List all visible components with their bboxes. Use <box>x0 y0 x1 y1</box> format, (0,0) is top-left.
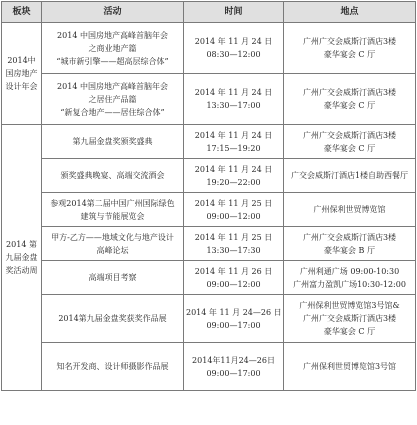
time-cell <box>184 193 284 227</box>
time-cell <box>184 74 284 125</box>
date-text: 2014 年 11 月 24 日 <box>194 37 273 46</box>
header-venue: 地点 <box>284 2 416 23</box>
date-text: 2014 年 11 月 25 日 <box>194 198 273 208</box>
event-schedule-table <box>1 1 416 391</box>
venue-line: 广州保利世贸博览馆 <box>313 205 386 214</box>
venue-line: 广州保利世贸博览馆3号馆 <box>302 362 397 371</box>
time-range-text: 13:30—17:30 <box>206 245 261 255</box>
venue-line: 豪华宴会 C 厅 <box>323 101 376 110</box>
activity-line: 高端项目考察 <box>88 273 137 282</box>
activity-cell <box>42 125 184 159</box>
venue-line: 广州广交会威斯汀酒店3楼 <box>302 314 397 323</box>
time-range-text: 17:15—19:20 <box>206 143 261 153</box>
venue-line: 广交会威斯汀酒店1楼自助西餐厅 <box>290 171 409 180</box>
activity-line: “城市新引擎——超高层综合体” <box>56 56 169 66</box>
table-row <box>2 261 416 295</box>
activity-line: 知名开发商、设计师摄影作品展 <box>56 362 169 371</box>
time-cell <box>184 343 284 391</box>
date-text: 2014 年 11 月 24 日 <box>194 164 273 174</box>
activity-cell <box>42 193 184 227</box>
activity-line: 之商业地产篇 <box>88 43 137 53</box>
section-label: 2014 第九届金盘奖活动周 <box>5 240 38 275</box>
table-row <box>2 295 416 343</box>
time-range-text: 09:00—12:00 <box>206 211 261 221</box>
venue-line: 广州广交会威斯汀酒店3楼 <box>302 37 397 46</box>
time-cell <box>184 125 284 159</box>
venue-line: 广州广交会威斯汀酒店3楼 <box>302 232 397 242</box>
section-cell <box>2 23 42 125</box>
activity-line: 之居住产品篇 <box>88 94 137 104</box>
activity-line: 甲方-乙方——地域文化与地产设计 <box>51 232 174 242</box>
date-text: 2014 年 11 月 26 日 <box>194 266 273 276</box>
time-range-text: 09:00—12:00 <box>206 279 261 289</box>
venue-cell <box>284 261 416 295</box>
date-text: 2014 年 11 月 24 日 <box>194 88 273 97</box>
date-text: 2014 年 11 月 24—26 日 <box>186 307 282 317</box>
activity-cell <box>42 343 184 391</box>
venue-cell <box>284 125 416 159</box>
venue-line: 广州利通广场 09:00-10:30 <box>299 266 400 276</box>
activity-line: 第九届金盘奖颁奖盛典 <box>72 137 153 146</box>
date-text: 2014 年 11 月 24 日 <box>194 130 273 140</box>
venue-line: 广州保利世贸博览馆3号馆& <box>299 301 400 310</box>
venue-cell <box>284 343 416 391</box>
time-range-text: 09:00—17:00 <box>206 368 261 378</box>
venue-line: 豪华宴会 C 厅 <box>323 50 376 59</box>
table-row <box>2 159 416 193</box>
activity-cell <box>42 74 184 125</box>
header-activity: 活动 <box>42 2 184 23</box>
activity-cell <box>42 261 184 295</box>
time-cell <box>184 159 284 193</box>
table-row <box>2 343 416 391</box>
venue-line: 豪华宴会 C 厅 <box>323 143 376 153</box>
header-section: 板块 <box>2 2 42 23</box>
venue-line: 广州富力盈凯广场10:30-12:00 <box>293 279 406 289</box>
activity-line: 参观2014第二届中国广州国际绿色 <box>50 198 175 208</box>
venue-cell <box>284 193 416 227</box>
activity-line: 颁奖盛典晚宴、高端交流酒会 <box>60 171 165 180</box>
venue-line: 豪华宴会 B 厅 <box>324 245 375 255</box>
activity-line: 2014 中国房地产高峰首脑年会 <box>57 30 168 40</box>
activity-cell <box>42 23 184 74</box>
section-cell <box>2 125 42 391</box>
venue-cell <box>284 23 416 74</box>
activity-line: 2014第九届金盘奖获奖作品展 <box>58 314 167 323</box>
header-time: 时间 <box>184 2 284 23</box>
activity-line: 2014 中国房地产高峰首脑年会 <box>57 81 168 91</box>
activity-line: 建筑与节能展览会 <box>80 211 145 221</box>
table-row <box>2 193 416 227</box>
time-range-text: 19:20—22:00 <box>206 177 261 187</box>
venue-cell <box>284 74 416 125</box>
venue-line: 豪华宴会 C 厅 <box>323 327 376 336</box>
time-cell <box>184 295 284 343</box>
table-row <box>2 23 416 74</box>
venue-cell <box>284 227 416 261</box>
activity-line: “新复合地产——居住综合体” <box>60 107 165 117</box>
section-label: 2014中国房地产设计年会 <box>5 56 38 91</box>
date-text: 2014年11月24—26日 <box>192 355 275 365</box>
date-text: 2014 年 11 月 25 日 <box>194 232 273 242</box>
venue-cell <box>284 295 416 343</box>
table-row <box>2 227 416 261</box>
activity-cell <box>42 295 184 343</box>
table-row <box>2 125 416 159</box>
time-range-text: 13:30—17:00 <box>206 101 261 110</box>
venue-line: 广州广交会威斯汀酒店3楼 <box>302 88 397 97</box>
activity-cell <box>42 159 184 193</box>
time-range-text: 08:30—12:00 <box>206 50 261 59</box>
activity-line: 高峰论坛 <box>96 245 129 255</box>
activity-cell <box>42 227 184 261</box>
time-cell <box>184 227 284 261</box>
header-row <box>2 2 416 23</box>
time-cell <box>184 23 284 74</box>
table-row <box>2 74 416 125</box>
time-cell <box>184 261 284 295</box>
time-range-text: 09:00—17:00 <box>206 320 261 330</box>
venue-cell <box>284 159 416 193</box>
venue-line: 广州广交会威斯汀酒店3楼 <box>302 130 397 140</box>
